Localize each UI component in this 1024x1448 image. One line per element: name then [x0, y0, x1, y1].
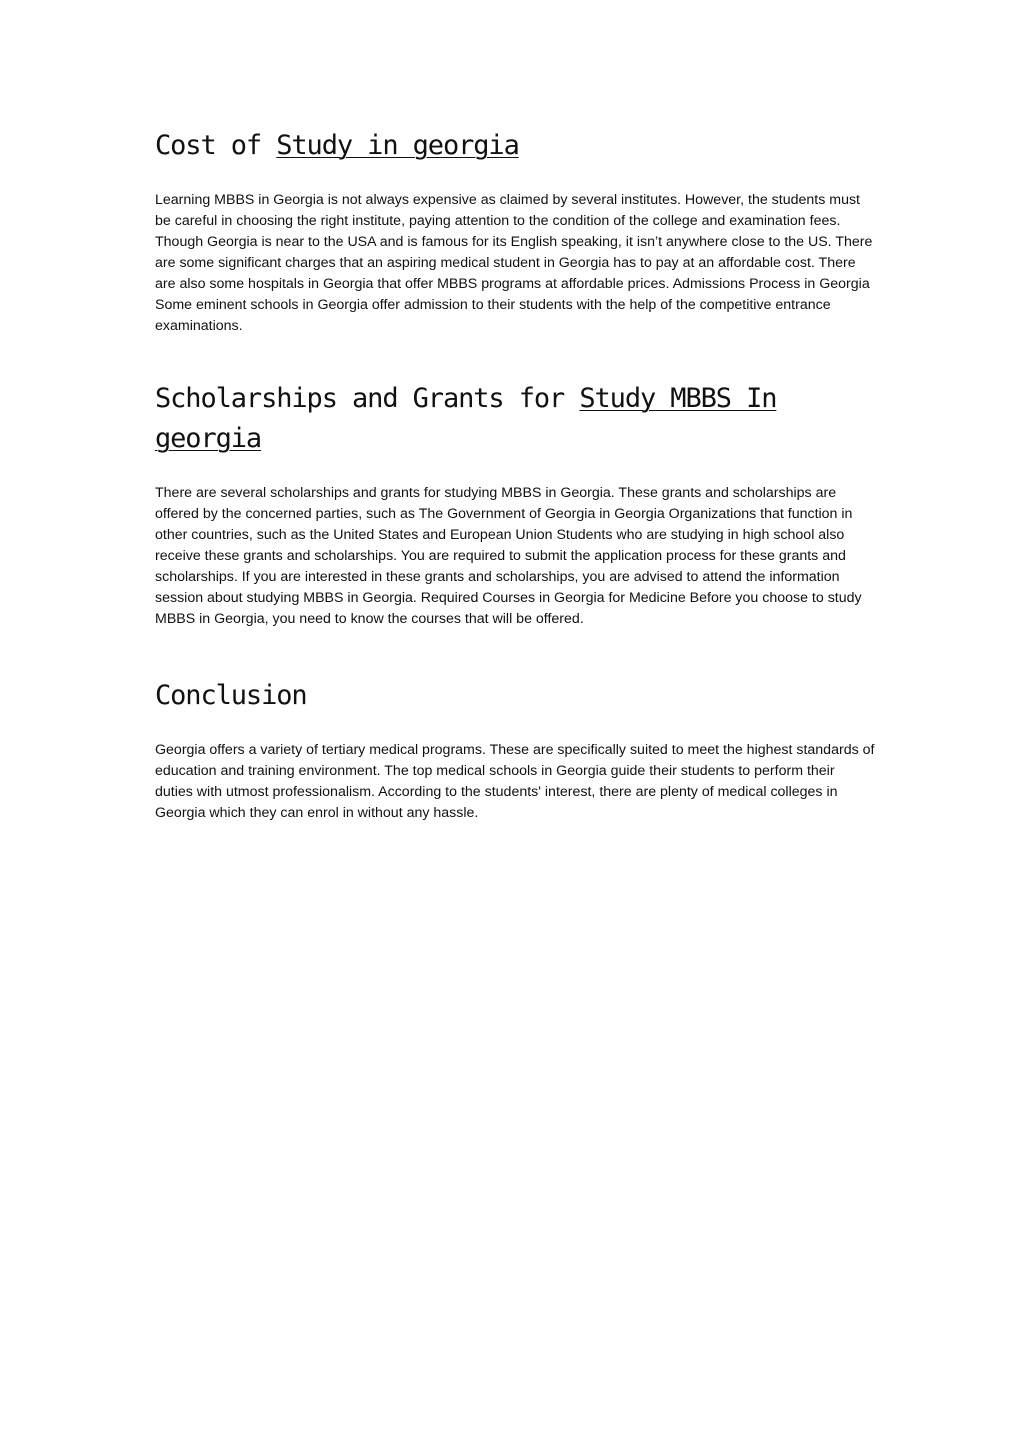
- section-conclusion: [155, 676, 875, 824]
- section-heading-scholarships: [155, 379, 875, 459]
- study-in-georgia-link[interactable]: Study in georgia: [276, 130, 519, 161]
- heading-text: Cost of: [155, 130, 277, 161]
- section-cost-of-study: [155, 126, 875, 337]
- document-content: [155, 126, 875, 824]
- section-paragraph-cost: Learning MBBS in Georgia is not always expensive as claimed by several institutes. However, the students must be careful in choosing the right institute, paying attention to the condition of the college and examination fees. Though Georgia is near to the USA and is famous for its English speaking, it isn’t anywhere close to the US. There are some significant charges that an aspiring medical student in Georgia has to pay at an affordable cost. There are also some hospitals in Georgia that offer MBBS programs at affordable prices. Admissions Process in Georgia Some eminent schools in Georgia offer admission to their students with the help of the competitive entrance examinations.: [155, 192, 873, 334]
- section-scholarships: [155, 379, 875, 630]
- section-heading-cost: [155, 126, 875, 166]
- section-paragraph-conclusion: Georgia offers a variety of tertiary medical programs. These are specifically suited to meet the highest standards of education and training environment. The top medical schools in Georgia guide their students to perform their duties with utmost professionalism. According to the students' interest, there are plenty of medical colleges in Georgia which they can enrol in without any hassle.: [155, 742, 875, 821]
- section-heading-conclusion: Conclusion: [155, 680, 307, 711]
- section-paragraph-scholarships: There are several scholarships and grants for studying MBBS in Georgia. These grants and scholarships are offered by the concerned parties, such as The Government of Georgia in Georgia Organizations that function in other countries, such as the United States and European Union Students who are studying in high school also receive these grants and scholarships. You are required to submit the application process for these grants and scholarships. If you are interested in these grants and scholarships, you are advised to attend the information session about studying MBBS in Georgia. Required Courses in Georgia for Medicine Before you choose to study MBBS in Georgia, you need to know the courses that will be offered.: [155, 485, 862, 627]
- heading-text: Scholarships and Grants for: [155, 383, 580, 414]
- study-mbbs-in-georgia-link[interactable]: Study MBBS In georgia: [155, 383, 777, 454]
